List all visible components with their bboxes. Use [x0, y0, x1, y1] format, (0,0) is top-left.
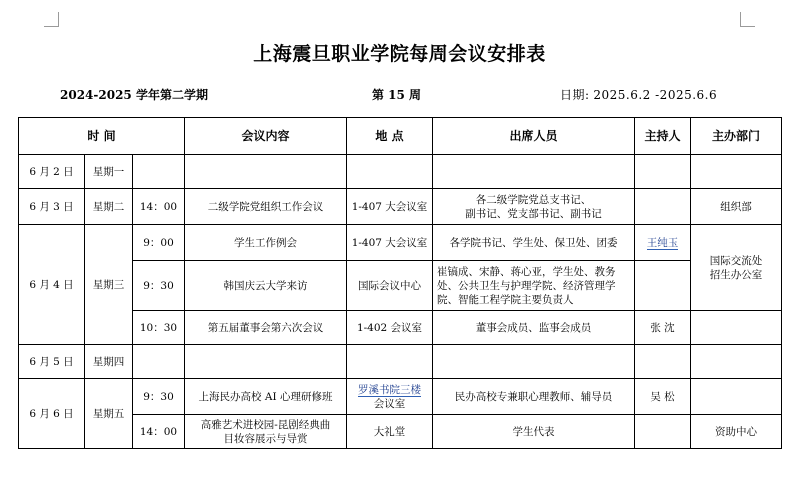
header-attendees: 出席人员 [433, 118, 635, 155]
meeting-attendees: 民办高校专兼职心理教师、辅导员 [433, 379, 635, 415]
meeting-time: 9：30 [133, 379, 185, 415]
meeting-attendees: 董事会成员、监事会成员 [433, 311, 635, 345]
header-time: 时 间 [19, 118, 185, 155]
meeting-host [635, 415, 691, 449]
meeting-content: 二级学院党组织工作会议 [185, 189, 347, 225]
meeting-place: 大礼堂 [347, 415, 433, 449]
meeting-dept [691, 311, 782, 345]
meeting-dept: 国际交流处 招生办公室 [691, 225, 782, 311]
meeting-content: 学生工作例会 [185, 225, 347, 261]
meeting-time: 9：30 [133, 261, 185, 311]
table-row [19, 155, 782, 189]
table-row [19, 379, 782, 415]
header-place: 地 点 [347, 118, 433, 155]
page-corner-mark-left [44, 12, 59, 27]
meeting-time: 10：30 [133, 311, 185, 345]
meeting-place: 1-407 大会议室 [347, 189, 433, 225]
meeting-time: 9：00 [133, 225, 185, 261]
meeting-attendees: 各学院书记、学生处、保卫处、团委 [433, 225, 635, 261]
table-row [19, 415, 782, 449]
meeting-host: 王纯玉 [635, 225, 691, 261]
meeting-place: 罗溪书院三楼 会议室 [347, 379, 433, 415]
meeting-content: 高雅艺术进校园-昆剧经典曲 目妆容展示与导赏 [185, 415, 347, 449]
meeting-content: 第五届董事会第六次会议 [185, 311, 347, 345]
table-row [19, 345, 782, 379]
day-date: 6 月 3 日 [19, 189, 85, 225]
table-row [19, 261, 782, 311]
day-date: 6 月 4 日 [19, 225, 85, 345]
day-date: 6 月 2 日 [19, 155, 85, 189]
meeting-content: 上海民办高校 AI 心理研修班 [185, 379, 347, 415]
meeting-host [635, 189, 691, 225]
meeting-dept: 组织部 [691, 189, 782, 225]
meeting-schedule-table [18, 117, 782, 449]
meeting-dept [691, 379, 782, 415]
meeting-host [635, 261, 691, 311]
day-weekday: 星期三 [85, 225, 133, 345]
table-row [19, 225, 782, 261]
day-weekday: 星期一 [85, 155, 133, 189]
day-weekday: 星期五 [85, 379, 133, 449]
meeting-time: 14：00 [133, 189, 185, 225]
meeting-place: 1-402 会议室 [347, 311, 433, 345]
week-label: 第 15 周 [372, 88, 422, 102]
page-title: 上海震旦职业学院每周会议安排表 [253, 43, 546, 65]
date-range: 日期: 2025.6.2 -2025.6.6 [560, 88, 718, 102]
term-label: 2024-2025 学年第二学期 [60, 88, 208, 102]
meeting-attendees: 各二级学院党总支书记、 副书记、党支部书记、副书记 [433, 189, 635, 225]
meeting-host: 吴 松 [635, 379, 691, 415]
page-corner-mark-right [740, 12, 755, 27]
day-date: 6 月 6 日 [19, 379, 85, 449]
header-content: 会议内容 [185, 118, 347, 155]
day-weekday: 星期四 [85, 345, 133, 379]
meeting-place: 国际会议中心 [347, 261, 433, 311]
header-host: 主持人 [635, 118, 691, 155]
header-dept: 主办部门 [691, 118, 782, 155]
day-weekday: 星期二 [85, 189, 133, 225]
meeting-content: 韩国庆云大学来访 [185, 261, 347, 311]
table-row [19, 189, 782, 225]
meeting-dept: 资助中心 [691, 415, 782, 449]
table-row [19, 311, 782, 345]
meeting-attendees: 学生代表 [433, 415, 635, 449]
meeting-attendees: 崔镐成、宋静、蒋心亚，学生处、教务 处、公共卫生与护理学院、经济管理学 院、智能工程学院主要负责人 [433, 261, 635, 311]
meeting-place: 1-407 大会议室 [347, 225, 433, 261]
meeting-host: 张 沈 [635, 311, 691, 345]
day-date: 6 月 5 日 [19, 345, 85, 379]
table-header-row [19, 118, 782, 155]
meeting-time: 14：00 [133, 415, 185, 449]
